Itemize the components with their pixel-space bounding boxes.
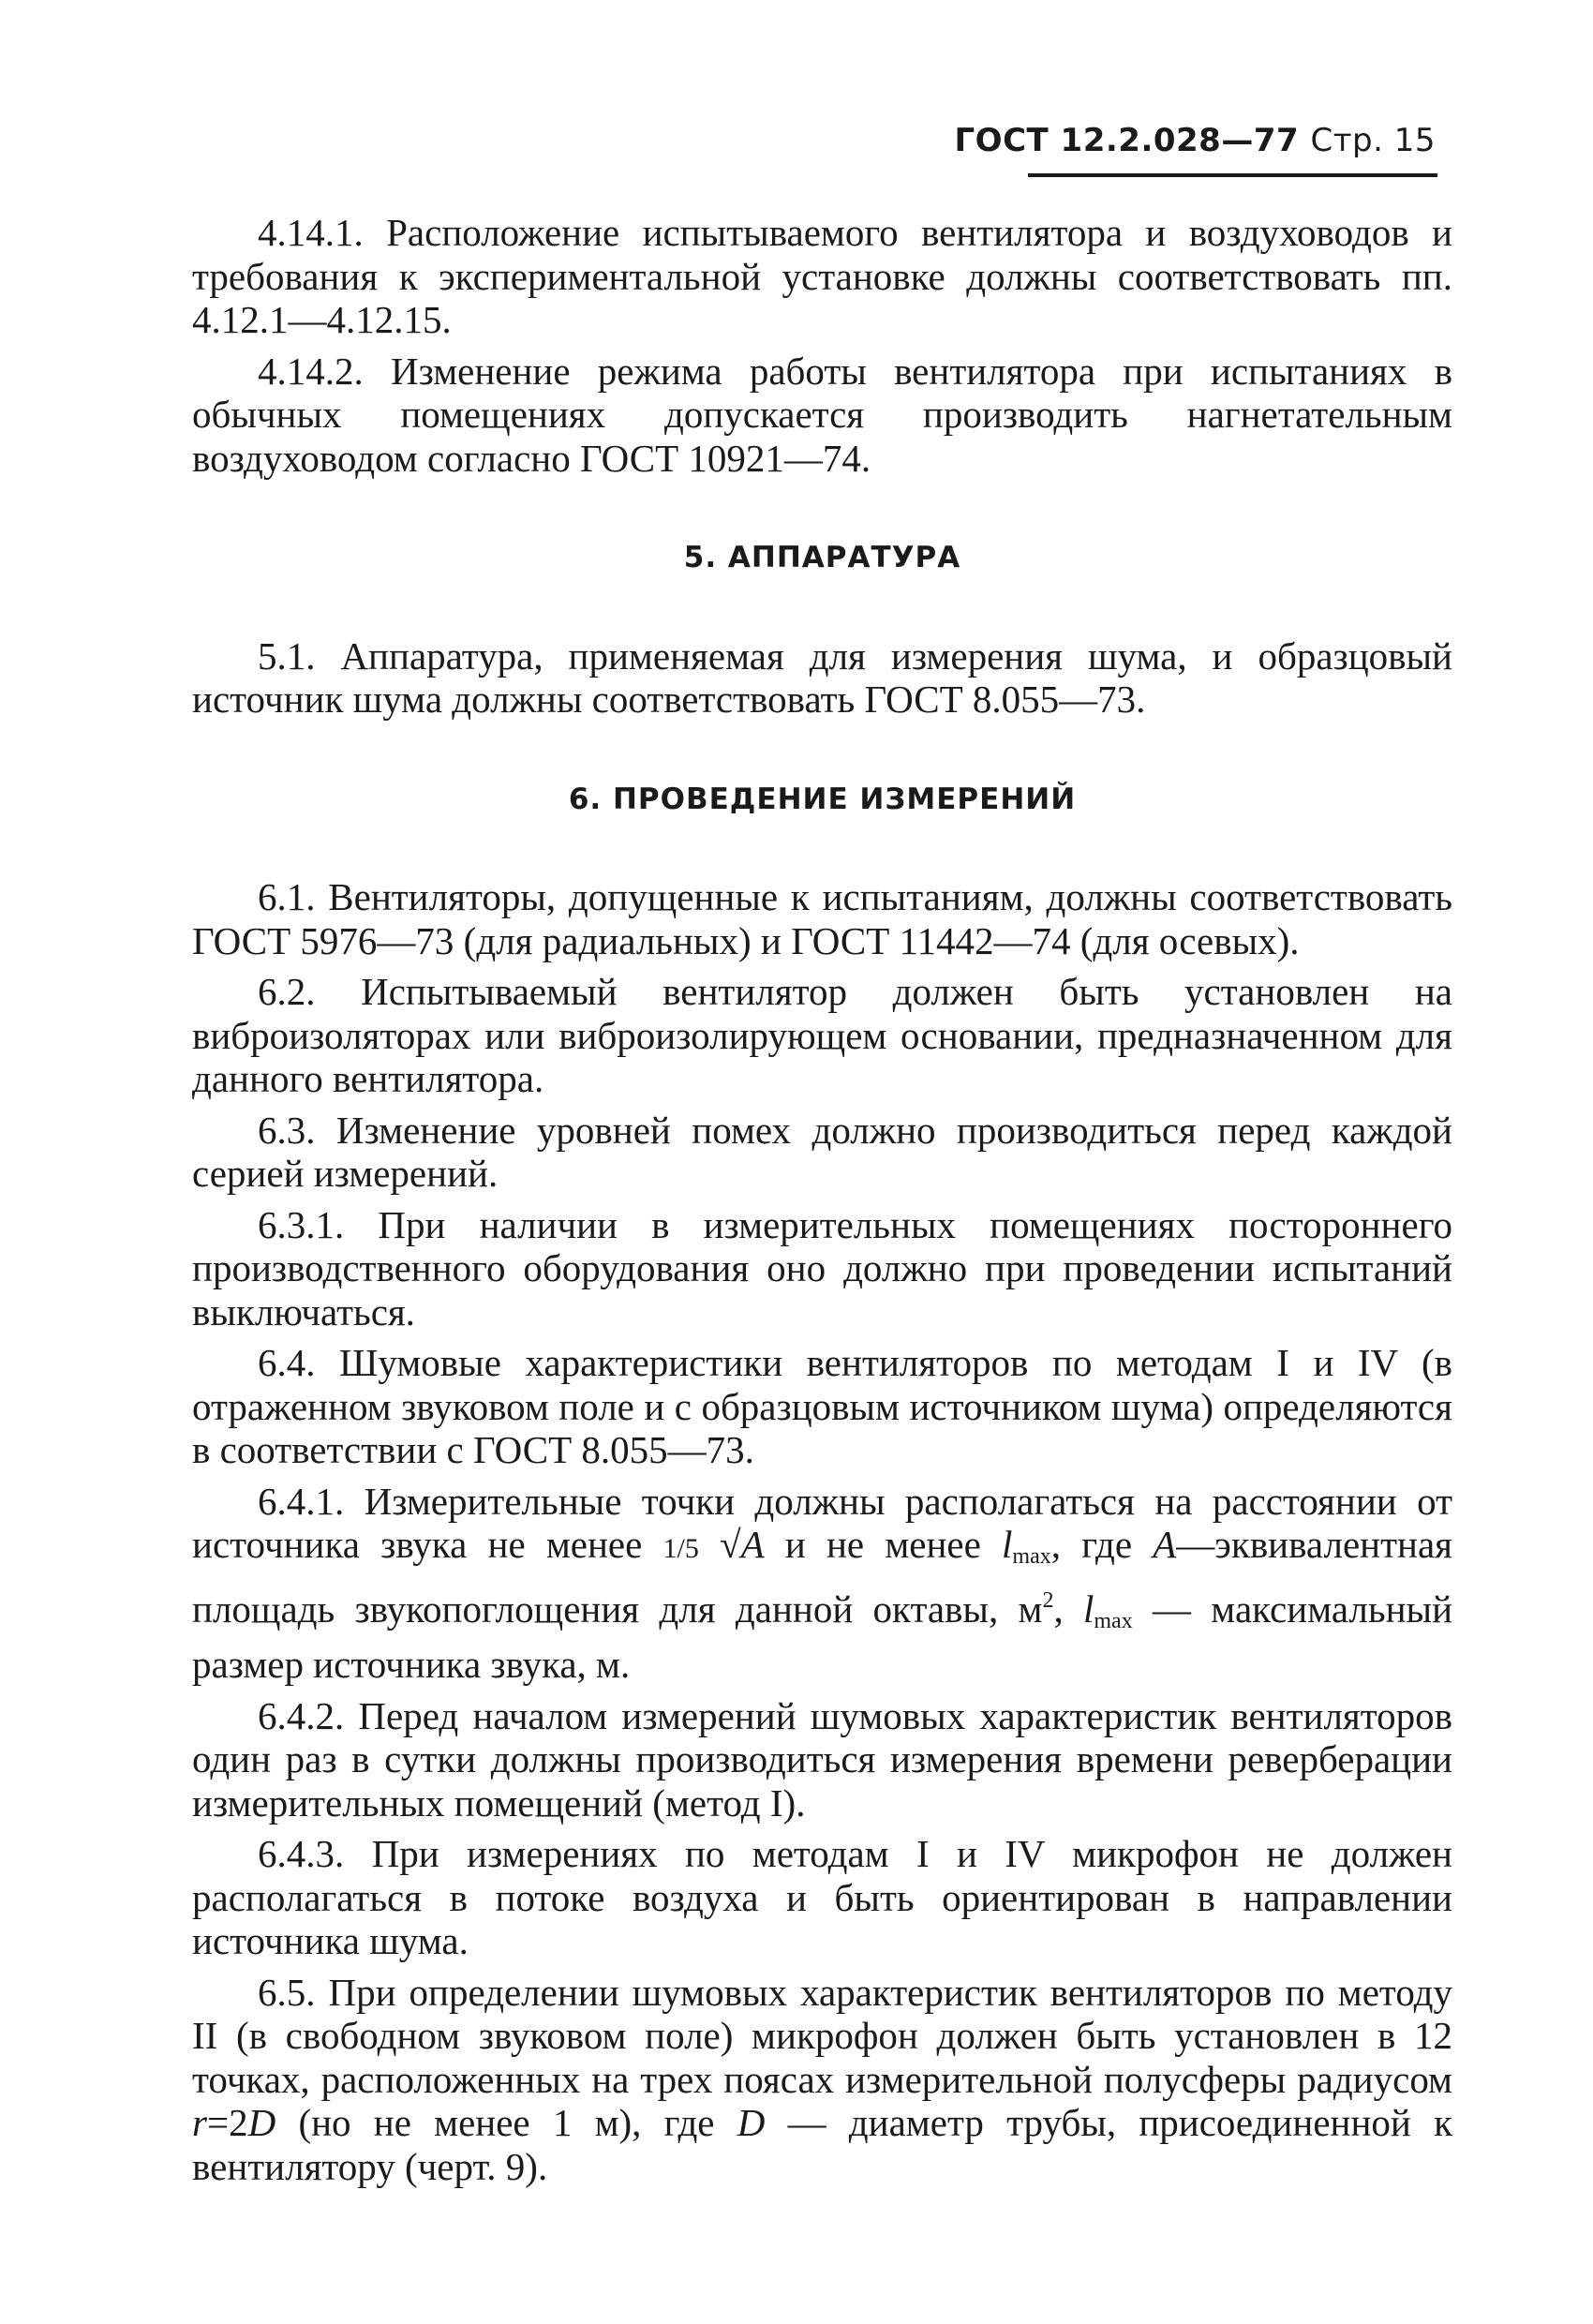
p65-text-c: — диаметр трубы, присоединенной к вентилятору (черт. 9). (192, 2101, 1452, 2188)
header-rule (1028, 173, 1437, 177)
D-symbol-2: D (737, 2101, 766, 2144)
p65-text-a: 6.5. При определении шумовых характеристик вентиляторов по методу II (в свободном звуковом поле) микрофон должен быть установлен в 12 точках, расположенных на трех поясах измерительной полусферы радиусом (192, 1970, 1452, 2101)
p641-text-b: и не менее (784, 1523, 981, 1566)
l-symbol: l (1002, 1523, 1013, 1566)
paragraph-6-4-1 (192, 1480, 1452, 1687)
p641-text-a: 6.4.1. Измерительные точки должны располагаться на расстоянии от источника звука не менее (192, 1479, 1452, 1566)
page-header (955, 122, 1437, 159)
document-body (192, 211, 1452, 2196)
p641-text-c: , где (1050, 1523, 1133, 1566)
paragraph-6-1: 6.1. Вентиляторы, допущенные к испытаниям, должны соответствовать ГОСТ 5976—73 (для радиальных) и ГОСТ 11442—74 (для осевых). (192, 875, 1452, 962)
paragraph-6-3: 6.3. Изменение уровней помех должно производиться перед каждой серией измерений. (192, 1108, 1452, 1195)
paragraph-6-3-1: 6.3.1. При наличии в измерительных помещениях постороннего производственного оборудования оно должно при проведении испытаний выключаться. (192, 1202, 1452, 1333)
p641-text-f: — максимальный размер источника звука, м. (192, 1587, 1453, 1686)
equals-two: =2 (206, 2101, 248, 2144)
root-argument: A (740, 1523, 765, 1566)
page-number: Стр. 15 (1310, 122, 1436, 159)
paragraph-6-4: 6.4. Шумовые характеристики вентиляторов по методам I и IV (в отраженном звуковом поле и с образцовым источником шума) определяются в соответствии с ГОСТ 8.055—73. (192, 1341, 1452, 1471)
square-superscript: 2 (1042, 1587, 1054, 1613)
p641-text-d: —эквивалентная площадь звукопоглощения для данной октавы, м (192, 1523, 1453, 1631)
fraction-one-fifth: 1/5 (663, 1533, 699, 1564)
standard-number: ГОСТ 12.2.028—77 (954, 122, 1300, 159)
section-6-heading: 6. ПРОВЕДЕНИЕ ИЗМЕРЕНИЙ (568, 782, 1077, 816)
l-subscript-2: max (1094, 1608, 1133, 1633)
paragraph-4-14-2: 4.14.2. Изменение режима работы вентилятора при испытаниях в обычных помещениях допускается производить нагнетательным воздуховодом согласно ГОСТ 10921—74. (192, 349, 1452, 480)
paragraph-6-2: 6.2. Испытываемый вентилятор должен быть установлен на виброизоляторах или виброизолирующем основании, предназначенном для данного вентилятора. (192, 970, 1452, 1100)
paragraph-6-4-2: 6.4.2. Перед началом измерений шумовых характеристик вентиляторов один раз в сутки должны производиться измерения времени реверберации измерительных помещений (метод I). (192, 1693, 1452, 1825)
r-symbol: r (192, 2101, 207, 2144)
l-subscript: max (1012, 1544, 1051, 1569)
paragraph-6-5 (192, 1971, 1452, 2189)
D-symbol: D (247, 2101, 276, 2144)
paragraph-4-14-1: 4.14.1. Расположение испытываемого вентилятора и воздуховодов и требования к экспериментальной установке должны соответствовать пп. 4.12.1—4.12.15. (192, 211, 1452, 341)
p641-text-e: , (1053, 1587, 1064, 1631)
square-root-sign: √ (720, 1523, 741, 1566)
p65-text-b: (но не менее 1 м), где (298, 2101, 715, 2144)
paragraph-6-4-3: 6.4.3. При измерениях по методам I и IV микрофон не должен располагаться в потоке воздуха и быть ориентирован в направлении источника шума. (192, 1832, 1452, 1962)
l-symbol-2: l (1082, 1587, 1094, 1631)
section-5-heading: 5. АППАРАТУРА (683, 541, 961, 574)
A-symbol: A (1153, 1523, 1177, 1566)
paragraph-5-1: 5.1. Аппаратура, применяемая для измерения шума, и образцовый источник шума должны соответствовать ГОСТ 8.055—73. (192, 633, 1452, 721)
